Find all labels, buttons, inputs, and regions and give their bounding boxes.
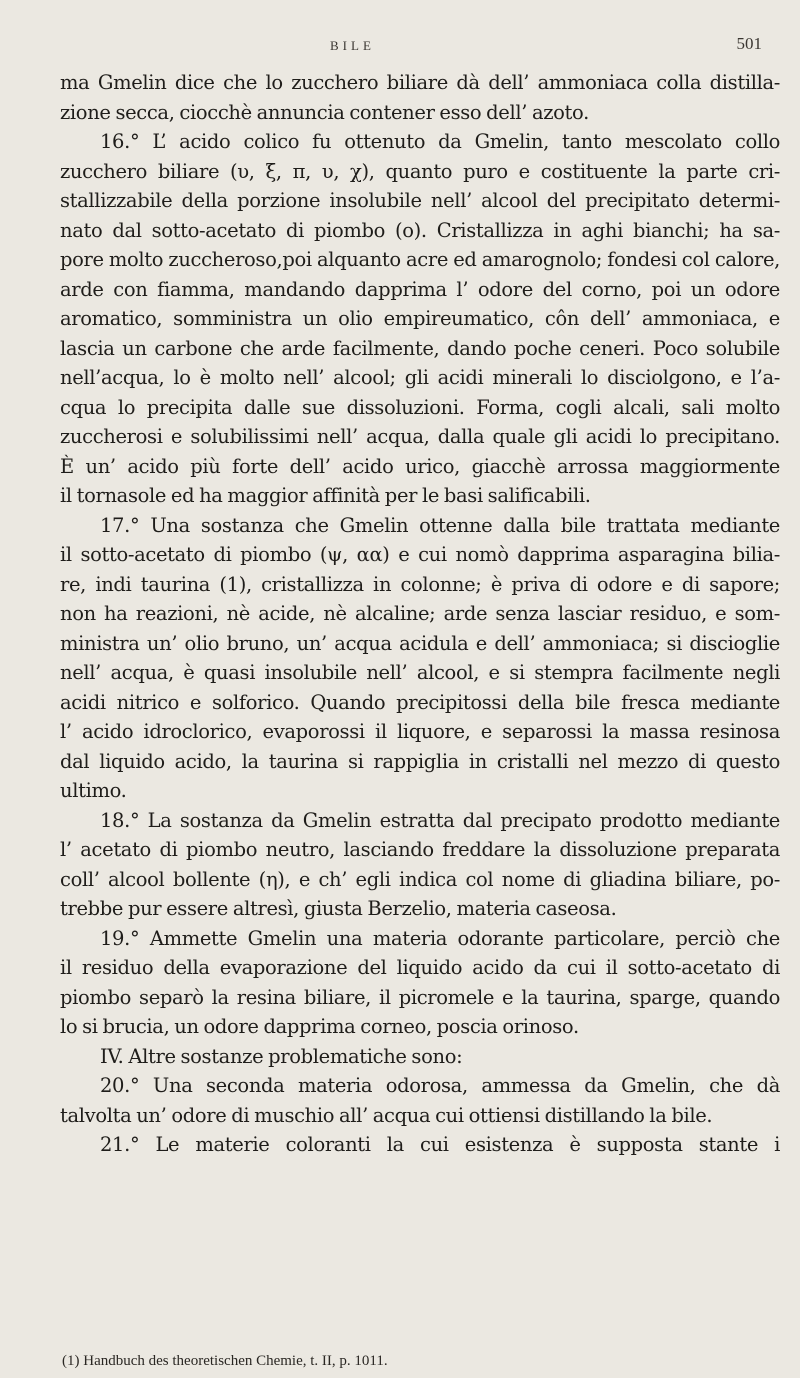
text-line: trebbe pur essere altresì, giusta Berzelio, materia caseosa. bbox=[60, 897, 617, 920]
text-line: pore molto zuccheroso,poi alquanto acre ed amarognolo; fondesi col calore, bbox=[60, 248, 780, 271]
text-line: dal liquido acido, la taurina si rappiglia in cristalli nel mezzo di questo bbox=[60, 749, 780, 773]
text-line: cqua lo precipita dalle sue dissoluzioni. Forma, cogli alcali, sali molto bbox=[60, 395, 780, 419]
text-line: piombo separò la resina biliare, il picromele e la taurina, sparge, quando bbox=[60, 985, 780, 1009]
text-line: È un’ acido più forte dell’ acido urico, giacchè arrossa maggiormente bbox=[60, 454, 780, 478]
text-line: arde con fiamma, mandando dapprima l’ odore del corno, poi un odore bbox=[60, 277, 780, 301]
body-text bbox=[60, 68, 780, 1160]
text-line: ultimo. bbox=[60, 779, 127, 802]
text-line: 20.° Una seconda materia odorosa, ammessa da Gmelin, che dà bbox=[100, 1074, 780, 1097]
text-line: nell’ acqua, è quasi insolubile nell’ alcool, e si stempra facilmente negli bbox=[60, 661, 780, 684]
text-line: il residuo della evaporazione del liquido acido da cui il sotto-acetato di bbox=[60, 956, 780, 979]
text-line: 17.° Una sostanza che Gmelin ottenne dalla bile trattata mediante bbox=[100, 513, 780, 537]
text-line: l’ acido idroclorico, evaporossi il liquore, e separossi la massa resinosa bbox=[60, 720, 780, 743]
text-line: acidi nitrico e solforico. Quando precipitossi della bile fresca mediante bbox=[60, 690, 780, 714]
text-line: lascia un carbone che arde facilmente, dando poche ceneri. Poco solubile bbox=[60, 336, 780, 360]
text-line: 21.° Le materie coloranti la cui esistenza è supposta stante i bbox=[100, 1133, 780, 1156]
text-line: zuccherosi e solubilissimi nell’ acqua, dalla quale gli acidi lo precipitano. bbox=[60, 425, 780, 448]
text-line: 16.° L’ acido colico fu ottenuto da Gmelin, tanto mescolato collo bbox=[100, 130, 780, 153]
section-heading: IV. Altre sostanze problematiche sono: bbox=[100, 1044, 463, 1068]
text-line: lo si brucia, un odore dapprima corneo, poscia orinoso. bbox=[60, 1015, 579, 1038]
text-line: nell’acqua, lo è molto nell’ alcool; gli acidi minerali lo disciolgono, e l’a- bbox=[60, 366, 780, 389]
text-line: l’ acetato di piombo neutro, lasciando freddare la dissoluzione preparata bbox=[60, 838, 780, 861]
page-number: 501 bbox=[736, 34, 762, 53]
text-line: nato dal sotto-acetato di piombo (ο). Cristallizza in aghi bianchi; ha sa- bbox=[60, 218, 780, 242]
text-line: ministra un’ olio bruno, un’ acqua acidula e dell’ ammoniaca; si discioglie bbox=[60, 631, 780, 655]
text-line: 18.° La sostanza da Gmelin estratta dal precipato prodotto mediante bbox=[100, 808, 780, 832]
text-line: zucchero biliare (υ, ξ, π, υ, χ), quanto puro e costituente la parte cri- bbox=[60, 159, 780, 183]
text-line: zione secca, ciocchè annuncia contener esso dell’ azoto. bbox=[60, 100, 589, 124]
text-line: il tornasole ed ha maggior affinità per le basi salificabili. bbox=[60, 484, 591, 507]
text-line: 19.° Ammette Gmelin una materia odorante particolare, perciò che bbox=[100, 926, 780, 950]
text-line: non ha reazioni, nè acide, nè alcaline; arde senza lasciar residuo, e som- bbox=[60, 602, 780, 625]
text-line: aromatico, somministra un olio empireumatico, côn dell’ ammoniaca, e bbox=[60, 307, 780, 330]
running-title: BILE bbox=[330, 38, 375, 53]
text-line: re, indi taurina (1), cristallizza in colonne; è priva di odore e di sapore; bbox=[60, 572, 780, 596]
text-line: talvolta un’ odore di muschio all’ acqua cui ottiensi distillando la bile. bbox=[60, 1103, 713, 1127]
text-line: ma Gmelin dice che lo zucchero biliare dà dell’ ammoniaca colla distilla- bbox=[60, 71, 780, 94]
text-line: il sotto-acetato di piombo (ψ, αα) e cui nomò dapprima asparagina bilia- bbox=[60, 543, 780, 566]
text-line: coll’ alcool bollente (η), e ch’ egli indica col nome di gliadina biliare, po- bbox=[60, 867, 780, 891]
footnote: (1) Handbuch des theoretischen Chemie, t. II, p. 1011. bbox=[62, 1353, 388, 1369]
text-line: stallizzabile della porzione insolubile nell’ alcool del precipitato determi- bbox=[60, 189, 780, 212]
